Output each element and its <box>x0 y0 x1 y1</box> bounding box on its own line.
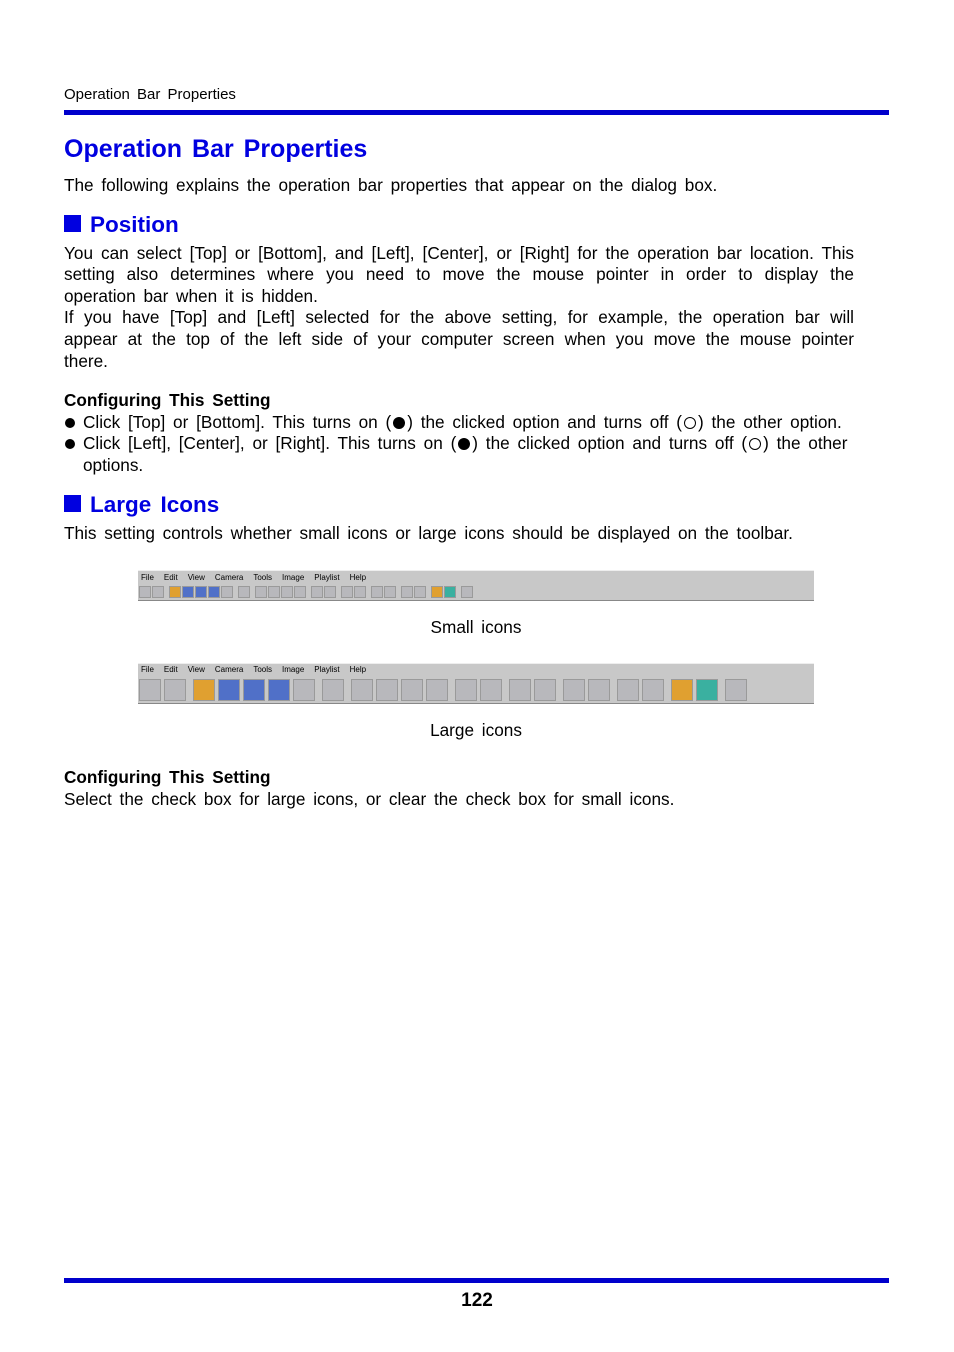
toolbar-icon <box>401 679 423 701</box>
toolbar-icon <box>294 586 306 598</box>
square-bullet-icon <box>64 495 81 512</box>
toolbar-icon <box>322 679 344 701</box>
toolbar-icon <box>293 679 315 701</box>
menu-bar <box>138 571 814 584</box>
menu-tools: Tools <box>253 572 273 582</box>
menu-camera: Camera <box>214 665 244 675</box>
toolbar-icon <box>455 679 477 701</box>
menu-playlist: Playlist <box>314 665 340 675</box>
large-icons-heading <box>64 491 854 519</box>
large-icons-config-heading: Configuring This Setting <box>64 767 271 788</box>
toolbar-icon <box>588 679 610 701</box>
menu-bar <box>138 664 814 677</box>
menu-image: Image <box>282 665 305 675</box>
large-icons-config-text: Select the check box for large icons, or clear the check box for small icons. <box>64 788 675 809</box>
bullet-text: ) the other options. <box>83 433 848 475</box>
bullet-text: Click [Top] or [Bottom]. This turns on ( <box>83 411 392 432</box>
toolbar-icon <box>169 586 181 598</box>
toolbar-icon <box>401 586 413 598</box>
bullet-text: ) the other option. <box>698 411 842 432</box>
toolbar-icon <box>414 586 426 598</box>
toolbar-icon <box>384 586 396 598</box>
menu-help: Help <box>349 572 367 582</box>
toolbar-icon <box>139 679 161 701</box>
position-config-list <box>64 412 854 477</box>
toolbar-icon <box>431 586 443 598</box>
menu-image: Image <box>282 572 305 582</box>
running-head: Operation Bar Properties <box>64 86 236 103</box>
toolbar-icon <box>376 679 398 701</box>
toolbar-icon <box>324 586 336 598</box>
menu-tools: Tools <box>253 665 273 675</box>
toolbar-icon <box>563 679 585 701</box>
toolbar-icon <box>255 586 267 598</box>
small-icons-caption: Small icons <box>430 617 522 638</box>
toolbar <box>138 584 814 600</box>
small-icons-screenshot <box>138 570 814 601</box>
toolbar-icon <box>341 586 353 598</box>
toolbar-icon <box>426 679 448 701</box>
toolbar <box>138 677 814 703</box>
toolbar-icon <box>509 679 531 701</box>
large-icons-screenshot <box>138 663 814 704</box>
menu-edit: Edit <box>163 572 178 582</box>
toolbar-icon <box>218 679 240 701</box>
list-item <box>64 412 854 434</box>
toolbar-icon <box>480 679 502 701</box>
large-icons-heading-label: Large Icons <box>90 491 220 517</box>
toolbar-icon <box>371 586 383 598</box>
toolbar-icon <box>208 586 220 598</box>
page-title: Operation Bar Properties <box>64 135 368 163</box>
toolbar-icon <box>268 586 280 598</box>
page-number: 122 <box>461 1290 493 1311</box>
intro-text: The following explains the operation bar properties that appear on the dialog box. <box>64 175 718 195</box>
position-heading-label: Position <box>90 211 179 237</box>
toolbar-icon <box>461 586 473 598</box>
bottom-rule <box>64 1278 889 1283</box>
top-rule <box>64 110 889 115</box>
page-content <box>64 133 854 811</box>
radio-on-icon <box>458 438 470 450</box>
toolbar-icon <box>281 586 293 598</box>
toolbar-icon <box>195 586 207 598</box>
menu-view: View <box>187 665 205 675</box>
toolbar-icon <box>243 679 265 701</box>
toolbar-icon <box>182 586 194 598</box>
toolbar-icon <box>152 586 164 598</box>
position-para-1: You can select [Top] or [Bottom], and [Left], [Center], or [Right] for the operation bar location. This setting also determines where you need to move the mouse pointer in order to display the operation bar when it is hidden. <box>64 242 854 306</box>
large-icons-caption: Large icons <box>430 719 522 740</box>
toolbar-icon <box>617 679 639 701</box>
bullet-text: Click [Left], [Center], or [Right]. This turns on ( <box>83 433 457 454</box>
toolbar-icon <box>238 586 250 598</box>
toolbar-icon <box>725 679 747 701</box>
toolbar-icon <box>534 679 556 701</box>
toolbar-icon <box>351 679 373 701</box>
bullet-text: ) the clicked option and turns off ( <box>472 433 748 454</box>
toolbar-icon <box>164 679 186 701</box>
toolbar-icon <box>268 679 290 701</box>
bullet-text: ) the clicked option and turns off ( <box>407 411 683 432</box>
large-icons-para: This setting controls whether small icons or large icons should be displayed on the toolbar. <box>64 522 793 543</box>
menu-edit: Edit <box>163 665 178 675</box>
toolbar-icon <box>221 586 233 598</box>
toolbar-icon <box>311 586 323 598</box>
menu-file: File <box>141 665 154 675</box>
toolbar-icon <box>696 679 718 701</box>
radio-on-icon <box>393 417 405 429</box>
position-heading <box>64 211 854 239</box>
toolbar-icon <box>444 586 456 598</box>
menu-camera: Camera <box>214 572 244 582</box>
menu-file: File <box>141 572 154 582</box>
toolbar-icon <box>139 586 151 598</box>
menu-view: View <box>187 572 205 582</box>
list-item <box>64 433 854 476</box>
square-bullet-icon <box>64 215 81 232</box>
position-para-2: If you have [Top] and [Left] selected for the above setting, for example, the operation bar will appear at the top of the left side of your computer screen when you move the mouse pointer there. <box>64 307 854 371</box>
radio-off-icon <box>749 438 761 450</box>
position-config-heading: Configuring This Setting <box>64 390 271 411</box>
toolbar-icon <box>354 586 366 598</box>
menu-help: Help <box>349 665 367 675</box>
menu-playlist: Playlist <box>314 572 340 582</box>
toolbar-icon <box>193 679 215 701</box>
toolbar-icon <box>642 679 664 701</box>
toolbar-icon <box>671 679 693 701</box>
radio-off-icon <box>684 417 696 429</box>
